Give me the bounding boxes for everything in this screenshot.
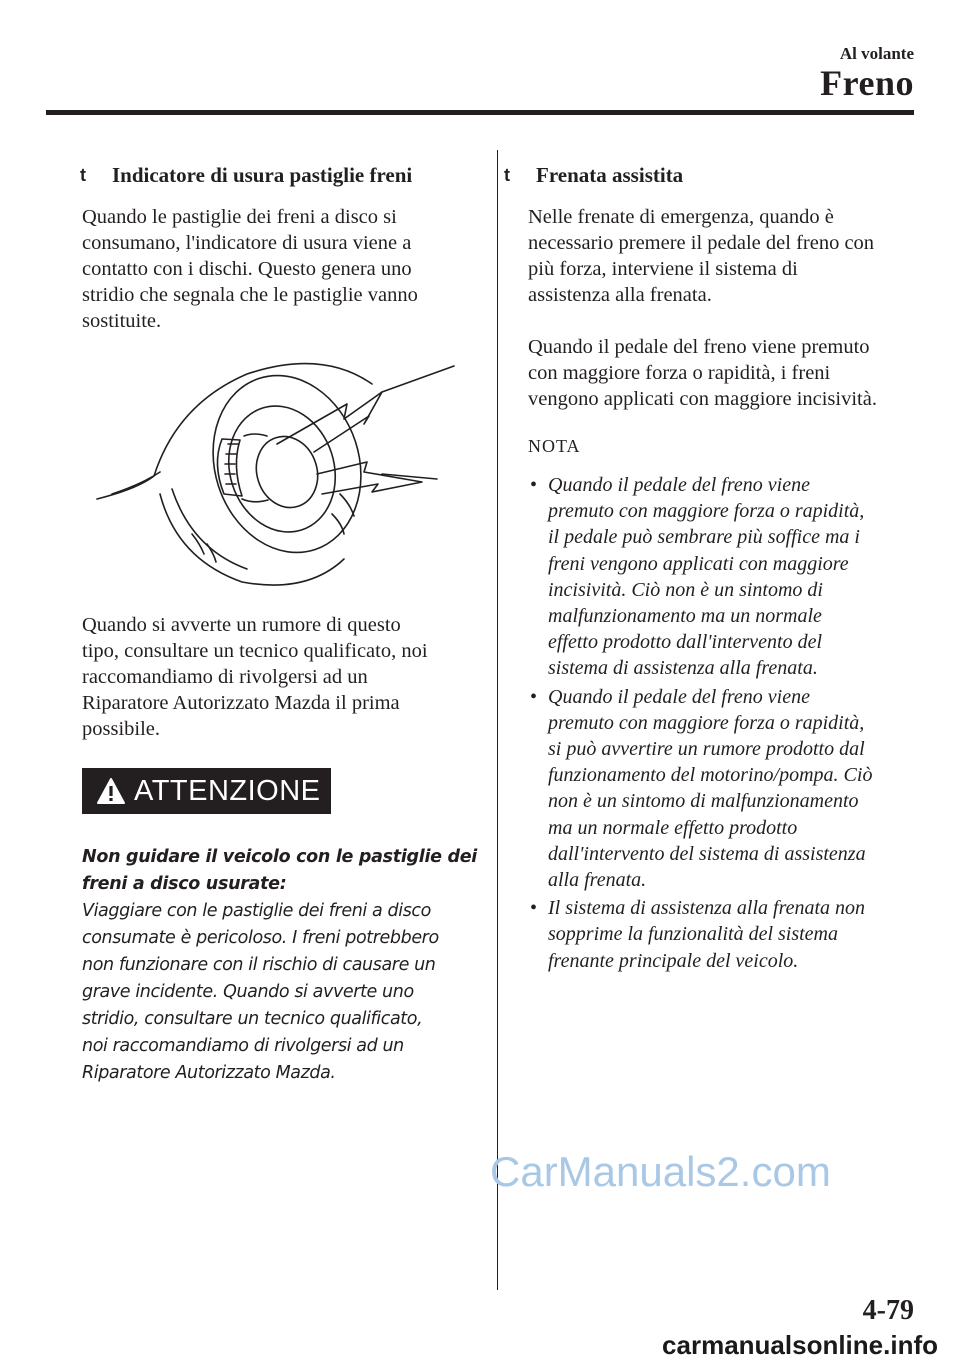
- text-line: ma un normale effetto prodotto: [548, 816, 798, 839]
- paragraph-gap: [528, 308, 928, 334]
- text-line: freni a disco usurate:: [82, 874, 287, 894]
- text-line: il pedale può sembrare più soffice ma i: [548, 526, 860, 549]
- text-line: con maggiore forza o rapidità, i freni: [528, 362, 831, 384]
- text-line: malfunzionamento ma un normale: [548, 605, 822, 628]
- text-line: sistema di assistenza alla frenata.: [548, 657, 818, 680]
- warning-text: [82, 898, 482, 1087]
- text-line: più forza, interviene il sistema di: [528, 258, 798, 280]
- after-figure-paragraph: [82, 612, 472, 742]
- list-item: [528, 895, 928, 974]
- warning-badge: [82, 768, 331, 814]
- section-heading-wear-indicator: [82, 158, 472, 192]
- text-line: necessario premere il pedale del freno con: [528, 232, 875, 254]
- text-line: incisività. Ciò non è un sintomo di: [548, 578, 823, 601]
- brake-disc-illustration: [82, 344, 472, 594]
- text-line: raccomandiamo di rivolgersi ad un: [82, 666, 368, 688]
- text-line: Non guidare il veicolo con le pastiglie dei: [82, 847, 478, 867]
- text-line: freni vengono applicati con maggiore: [548, 552, 849, 575]
- right-column: [504, 158, 928, 976]
- warning-triangle-icon: [96, 777, 126, 805]
- text-line: Nelle frenate di emergenza, quando è: [528, 206, 834, 228]
- text-line: frenante principale del veicolo.: [548, 949, 799, 972]
- text-line: si può avvertire un rumore prodotto dal: [548, 738, 865, 761]
- text-line: stridio che segnala che le pastiglie vanno: [82, 284, 418, 306]
- page-number: 4-79: [862, 1295, 914, 1326]
- header-subtitle: Al volante: [839, 44, 914, 63]
- section-heading-text: Frenata assistita: [536, 163, 684, 187]
- text-line: effetto prodotto dall'intervento del: [548, 631, 823, 654]
- nota-label: NOTA: [528, 436, 581, 456]
- warning-title: [82, 844, 482, 898]
- page-title: Freno: [820, 63, 914, 103]
- text-line: consumate è pericoloso. I freni potrebbero: [82, 928, 439, 948]
- section-marker: t: [80, 165, 86, 185]
- note-list: [528, 472, 928, 974]
- text-line: vengono applicati con maggiore incisività.: [528, 388, 877, 410]
- bullet: •: [530, 685, 538, 708]
- watermark: CarManuals2.com: [490, 1148, 831, 1195]
- bullet: •: [530, 474, 538, 496]
- text-line: contatto con i dischi. Questo genera uno: [82, 258, 412, 280]
- bullet: •: [530, 897, 538, 920]
- text-line: Viaggiare con le pastiglie dei freni a disco: [82, 901, 431, 921]
- text-line: tipo, consultare un tecnico qualificato, noi: [82, 640, 428, 662]
- list-item: [528, 472, 928, 682]
- text-line: sopprime la funzionalità del sistema: [548, 923, 838, 946]
- text-line: Quando le pastiglie dei freni a disco si: [82, 206, 397, 228]
- text-line: Il sistema di assistenza alla frenata non: [548, 897, 866, 920]
- text-line: Quando si avverte un rumore di questo: [82, 614, 401, 636]
- text-line: stridio, consultare un tecnico qualificato,: [82, 1009, 423, 1029]
- text-line: sostituite.: [82, 310, 162, 332]
- text-line: Quando il pedale del freno viene premuto: [528, 336, 870, 358]
- text-line: noi raccomandiamo di rivolgersi ad un: [82, 1036, 404, 1056]
- header-rule: [46, 110, 914, 115]
- text-line: funzionamento del motorino/pompa. Ciò: [548, 764, 873, 787]
- text-line: Riparatore Autorizzato Mazda.: [82, 1063, 336, 1083]
- column-divider: [497, 150, 498, 1290]
- left-column: [80, 158, 478, 1087]
- text-line: premuto con maggiore forza o rapidità,: [548, 500, 865, 523]
- text-line: dall'intervento del sistema di assistenza: [548, 842, 866, 865]
- footer-watermark: carmanualsonline.info: [662, 1330, 938, 1360]
- brake-assist-paragraph-1: [528, 204, 928, 308]
- text-line: possibile.: [82, 718, 161, 740]
- intro-paragraph: [82, 204, 472, 334]
- text-line: premuto con maggiore forza o rapidità,: [548, 711, 865, 734]
- section-marker: t: [504, 165, 510, 185]
- list-item: [528, 684, 928, 894]
- text-line: alla frenata.: [548, 869, 647, 892]
- text-line: Riparatore Autorizzato Mazda il prima: [82, 692, 400, 714]
- section-heading-text: Indicatore di usura pastiglie freni: [112, 163, 413, 187]
- text-line: non funzionare con il rischio di causare un: [82, 955, 436, 975]
- warning-label: ATTENZIONE: [134, 774, 321, 807]
- text-line: non è un sintomo di malfunzionamento: [548, 790, 859, 813]
- section-heading-brake-assist: [506, 158, 928, 192]
- text-line: consumano, l'indicatore di usura viene a: [82, 232, 412, 254]
- text-line: assistenza alla frenata.: [528, 284, 712, 306]
- text-line: grave incidente. Quando si avverte uno: [82, 982, 414, 1002]
- brake-assist-paragraph-2: [528, 334, 928, 412]
- text-line: Quando il pedale del freno viene: [548, 685, 810, 708]
- text-line: Quando il pedale del freno viene: [548, 474, 810, 496]
